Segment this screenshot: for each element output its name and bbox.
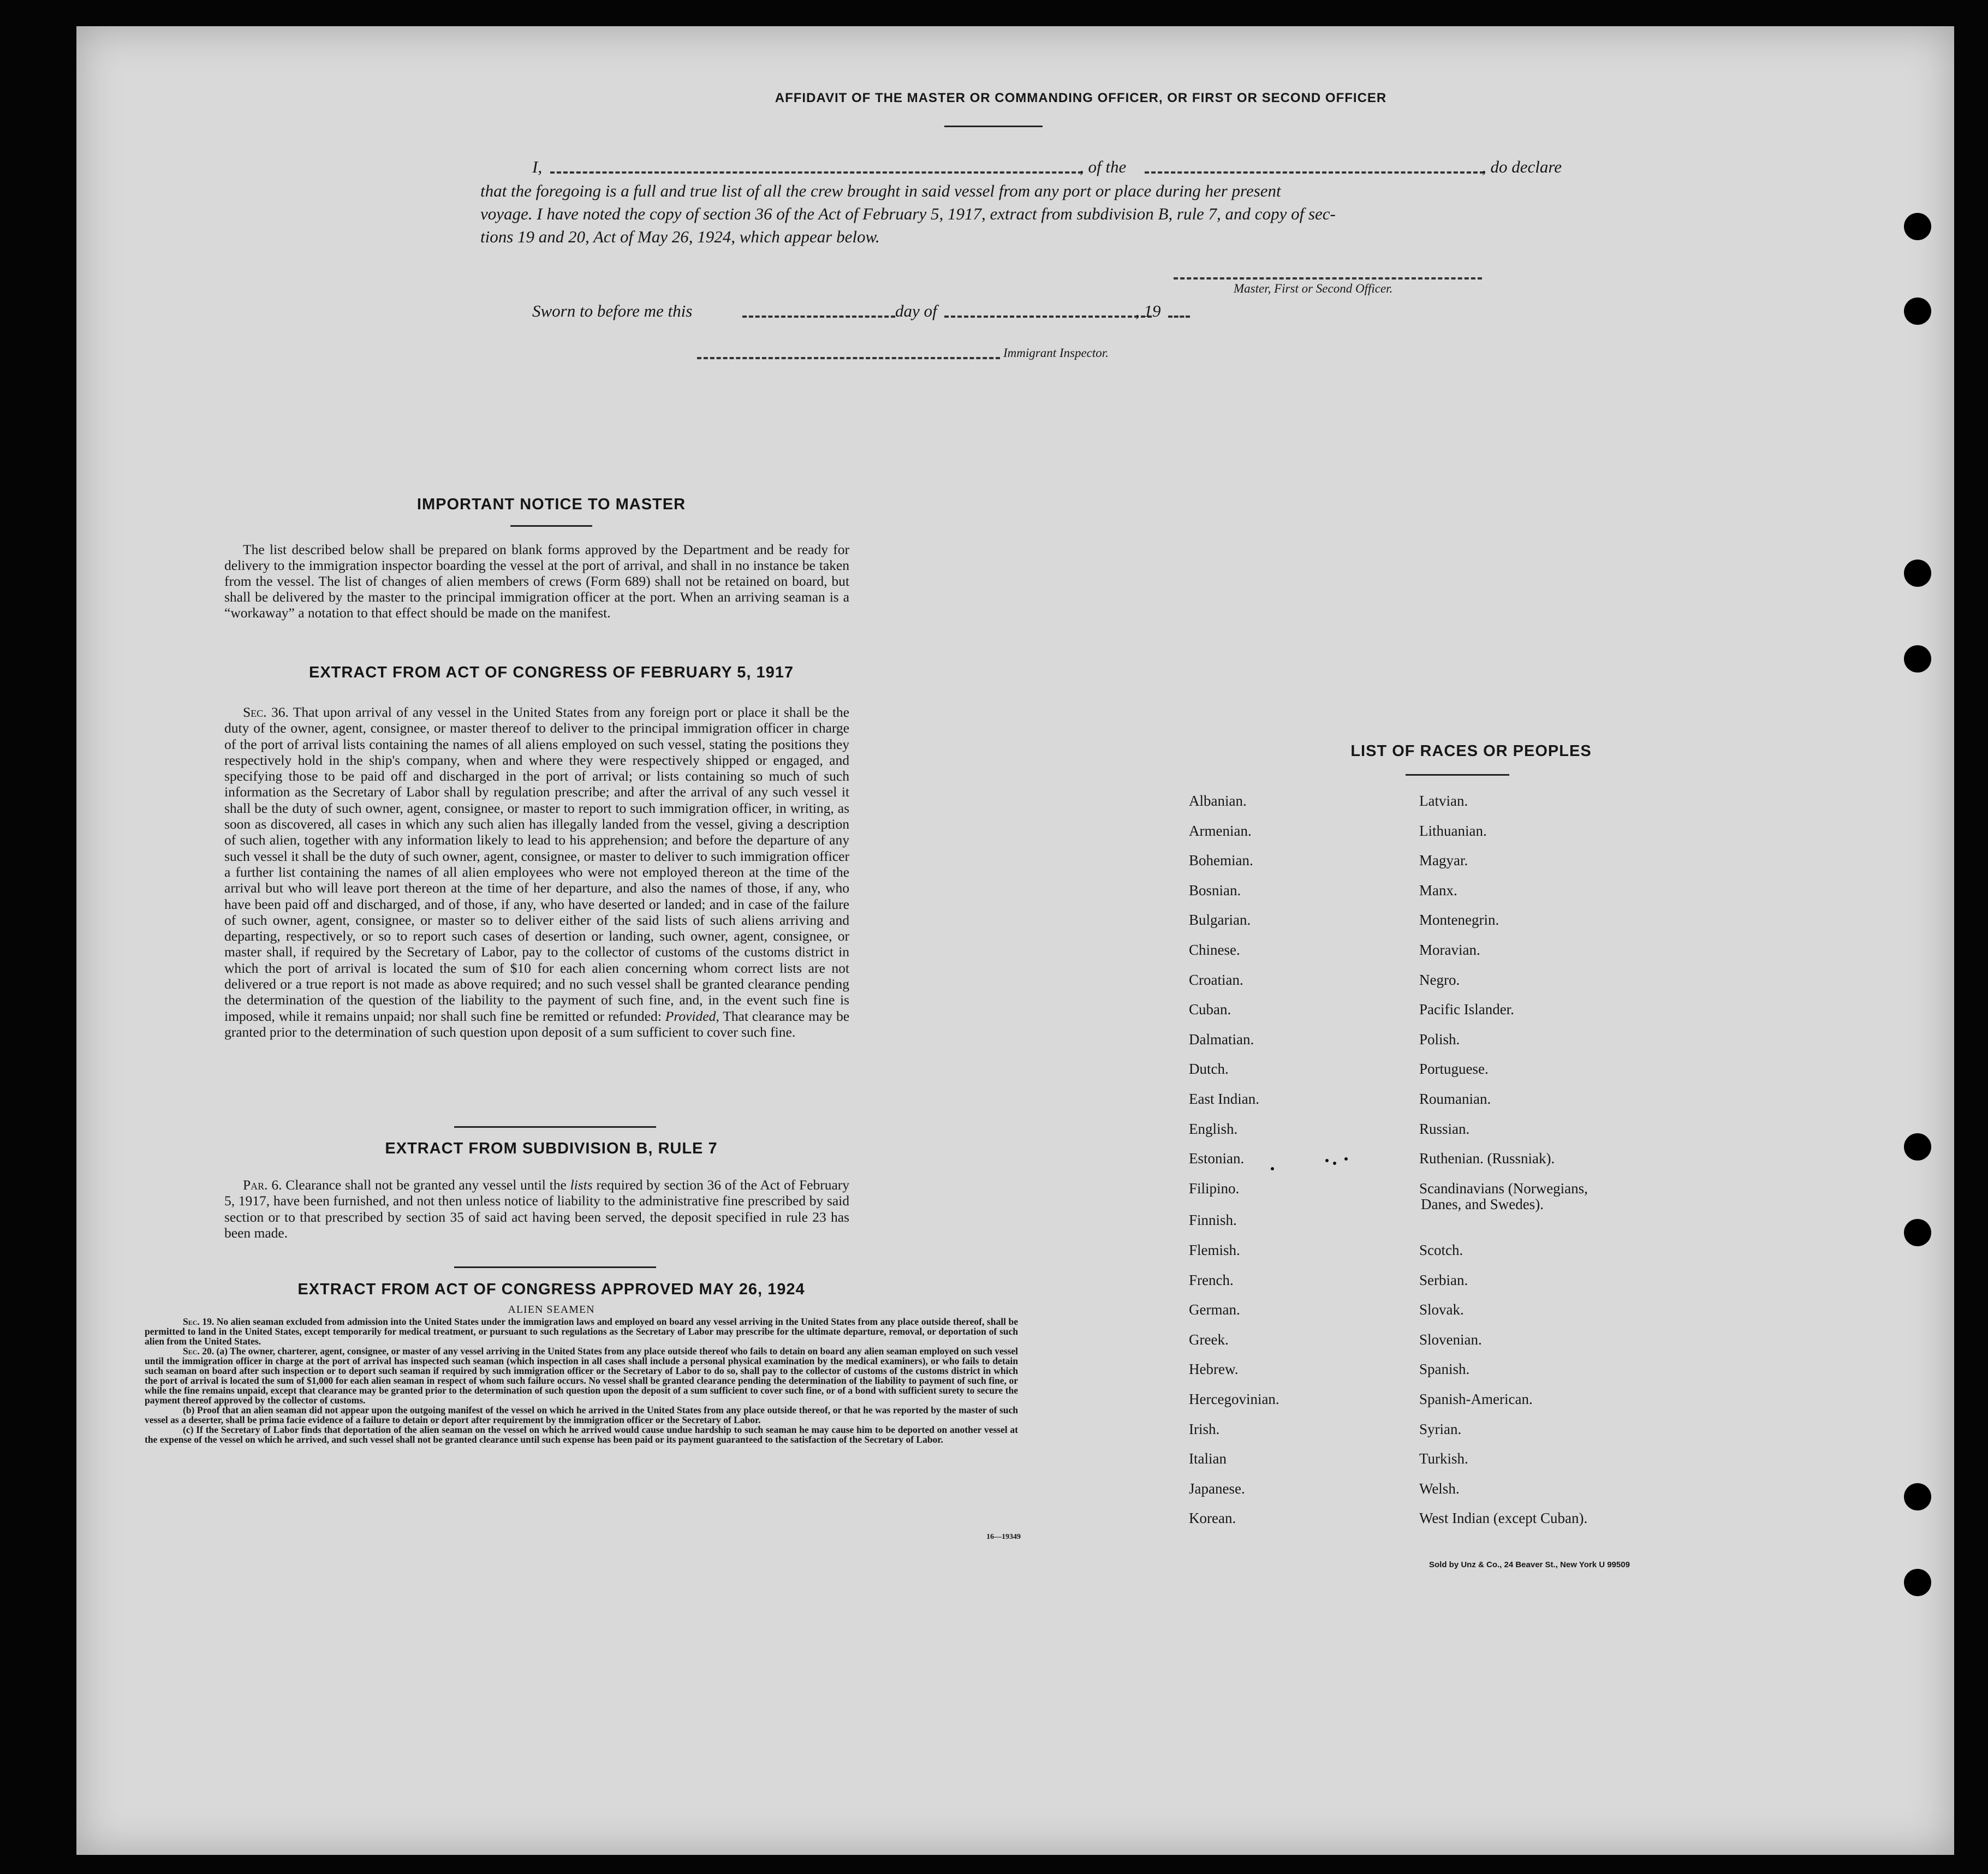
extract-1924-title: EXTRACT FROM ACT OF CONGRESS APPROVED MAY 26, 1924 bbox=[297, 1281, 805, 1298]
race-item: Filipino. bbox=[1189, 1180, 1240, 1197]
race-item: Negro. bbox=[1419, 971, 1460, 988]
signature-blank bbox=[1174, 277, 1482, 279]
race-item: Serbian. bbox=[1419, 1271, 1468, 1288]
race-item: Irish. bbox=[1189, 1420, 1220, 1437]
race-item: Turkish. bbox=[1419, 1450, 1468, 1467]
sworn-day-blank bbox=[742, 316, 895, 318]
sworn-year-blank bbox=[1168, 316, 1190, 318]
sec-20a-text: (a) The owner, charterer, agent, consignee, or master of any vessel arriving in the United States from any place outside thereof who fails to detain on board any alien seaman employed on such vessel until the immigration officer in charge at the port of arrival has inspected such seaman (which inspection in all cases shall include a personal physical examination by the medical examiners), or who fails to detain such seaman on board after such inspection or to deport such seaman if required by such immigration officer or the Secretary of Labor to do so, shall pay to the collector of customs of the customs district in which the port of arrival is located the sum of $1,000 for each alien seaman in respect of whom such failure occurs. No vessel shall be granted clearance pending the determination of the liability to payment of such fine, or while the fine remains unpaid, except that clearance may be granted prior to the determination of such question upon the deposit of a sum sufficient to cover such fine, or of a bond with sufficient surety to secure the payment thereof approved by the collector of customs. bbox=[145, 1346, 1019, 1406]
race-item: Roumanian. bbox=[1419, 1091, 1491, 1107]
affidavit-of-the: , of the bbox=[1080, 157, 1127, 176]
race-item: Scotch. bbox=[1419, 1242, 1463, 1258]
race-item: Korean. bbox=[1189, 1510, 1236, 1527]
race-item: Japanese. bbox=[1189, 1480, 1245, 1497]
race-item: West Indian (except Cuban). bbox=[1419, 1510, 1588, 1527]
rule7-text-b: required by section 36 of the Act of February 5, 1917, have been furnished, and not then unless notice of liability to the administrative fine prescribed by said section or to that prescribed by section 35 of said act having been served, the deposit specified in rule 23 has been made. bbox=[224, 1177, 850, 1241]
rule7-text-a: Clearance shall not be granted any vessel until the bbox=[285, 1177, 567, 1193]
printer-line: Sold by Unz & Co., 24 Beaver St., New York U 99509 bbox=[1429, 1560, 1630, 1569]
race-item: Spanish. bbox=[1419, 1361, 1470, 1378]
lists-word: lists bbox=[570, 1177, 593, 1193]
extract-1924-body bbox=[145, 1317, 1018, 1444]
race-item: Armenian. bbox=[1189, 822, 1252, 839]
affidavit-line-3: voyage. I have noted the copy of section 36 of the Act of February 5, 1917, extract from subdivision B, rule 7, and copy of sec- bbox=[480, 204, 1336, 223]
sec-36-text-end: That clearance may be granted prior to the determination of such question upon deposit of a sum sufficient to cover such fine. bbox=[224, 1008, 850, 1040]
race-item: Manx. bbox=[1419, 882, 1457, 899]
binder-hole bbox=[1904, 298, 1931, 325]
race-item: Bosnian. bbox=[1189, 882, 1241, 899]
provided-word: Provided, bbox=[665, 1008, 719, 1024]
divider-2 bbox=[454, 1266, 656, 1268]
sec-19-label: Sec. 19. bbox=[183, 1316, 215, 1327]
affidavit-title: AFFIDAVIT OF THE MASTER OR COMMANDING OFFICER, OR FIRST OR SECOND OFFICER bbox=[775, 91, 1387, 105]
ink-speck bbox=[1333, 1162, 1336, 1165]
race-item: Albanian. bbox=[1189, 793, 1247, 809]
races-title: LIST OF RACES OR PEOPLES bbox=[1350, 742, 1592, 760]
race-item: Scandinavians (Norwegians, bbox=[1419, 1180, 1588, 1197]
race-item: German. bbox=[1189, 1301, 1240, 1318]
race-item: Dalmatian. bbox=[1189, 1031, 1254, 1048]
title-underline bbox=[944, 126, 1043, 127]
par-6-label: Par. 6. bbox=[243, 1177, 282, 1193]
vessel-blank bbox=[1145, 171, 1484, 174]
race-item: Hercegovinian. bbox=[1189, 1391, 1279, 1407]
divider-1 bbox=[454, 1126, 656, 1128]
sec-20a-paragraph bbox=[145, 1346, 1018, 1405]
sec-36-text: That upon arrival of any vessel in the United States from any foreign port or place it shall be the duty of the owner, agent, consignee, or master thereof to deliver to the principal immigration officer in charge of the port of arrival lists containing the names of all aliens employed on such vessel, stating the positions they respectively hold in the ship's company, when and where they were respectively shipped or engaged, and specifying those to be paid off and discharged in the port of arrival; or lists containing so much of such information as the Secretary of Labor shall by regulation prescribe; and after the arrival of any such vessel it shall be the duty of such owner, agent, consignee, or master to report to such immigration officer, in writing, as soon as discovered, all cases in which any such alien has illegally landed from the vessel, giving a description of such alien, together with any information likely to lead to his apprehension; and before the departure of any such vessel it shall be the duty of such owner, agent, consignee, or master to deliver to such immigration officer a further list containing the names of all alien employees who were not employed thereon at the time of the arrival but who will leave port thereon at the time of her departure, and also the names of those, if any, who have been paid off and discharged, and of those, if any, who have deserted or landed; and in case of the failure of such owner, agent, consignee, or master so to deliver either of the said lists of such aliens arriving and departing, respectively, or so to report such cases of desertion or landing, such owner, agent, consignee, or master shall, if required by the Secretary of Labor, pay to the collector of customs of the customs district in which the port of arrival is located the sum of $10 for each alien concerning whom correct lists are not delivered or a true report is not made as above required; and no such vessel shall be granted clearance pending the determination of the question of the liability to the payment of such fine, and, in the event such fine is imposed, while it remains unpaid; nor shall such fine be remitted or refunded: bbox=[224, 704, 850, 1024]
ink-speck bbox=[1344, 1157, 1348, 1161]
race-item: Moravian. bbox=[1419, 942, 1480, 958]
binder-hole bbox=[1904, 645, 1931, 673]
race-item: Cuban. bbox=[1189, 1001, 1231, 1018]
binder-hole bbox=[1904, 213, 1931, 240]
affidavit-do-declare: , do declare bbox=[1482, 157, 1562, 176]
race-item: Slovak. bbox=[1419, 1301, 1464, 1318]
race-item: Italian bbox=[1189, 1450, 1227, 1467]
race-item: Bulgarian. bbox=[1189, 912, 1251, 929]
race-item: Syrian. bbox=[1419, 1420, 1462, 1437]
binder-hole bbox=[1904, 1219, 1931, 1246]
extract-1917-body bbox=[224, 704, 849, 1040]
race-item: Estonian. bbox=[1189, 1150, 1245, 1167]
race-item: Chinese. bbox=[1189, 942, 1240, 958]
sec-19-text: No alien seaman excluded from admission into the United States under the immigration laws and employed on board any vessel arriving in the United States from any place outside thereof, shall be permitted to land in the United States, except temporarily for medical treatment, or pursuant to such regulations as the Secretary of Labor may prescribe for the ultimate departure, removal, or deportation of such alien from the United States. bbox=[145, 1316, 1018, 1347]
sec-20c-text: (c) If the Secretary of Labor finds that deportation of the alien seaman on the vessel on which he arrived would cause undue hardship to such seaman he may cause him to be deported on another vessel at the expense of the vessel on which he arrived, and such vessel shall not be granted clearance until such expense has been paid or its payment guaranteed to the satisfaction of the Secretary of Labor. bbox=[145, 1424, 1018, 1445]
sworn-year: , 19 bbox=[1135, 301, 1161, 320]
rule7-body bbox=[224, 1177, 849, 1241]
sworn-month-blank bbox=[944, 316, 1152, 318]
race-item: Pacific Islander. bbox=[1419, 1001, 1514, 1018]
notice-body: The list described below shall be prepared on blank forms approved by the Department and be ready for delivery to the immigration inspector boarding the vessel at the port of arrival, and shall in no instance be taken from the vessel. The list of changes of alien members of crews (Form 689) shall not be retained on board, but shall be delivered by the master to the principal immigration officer at the port. When an arriving seaman is a “workaway” a notation to that effect should be made on the manifest. bbox=[224, 542, 849, 621]
binder-hole bbox=[1904, 1483, 1931, 1510]
inspector-caption: Immigrant Inspector. bbox=[1003, 346, 1109, 360]
races-underline bbox=[1406, 774, 1509, 776]
sec-19-paragraph bbox=[145, 1317, 1018, 1346]
race-item: East Indian. bbox=[1189, 1091, 1259, 1107]
race-item: Flemish. bbox=[1189, 1242, 1240, 1258]
race-item: Portuguese. bbox=[1419, 1061, 1489, 1078]
binder-hole bbox=[1904, 1133, 1931, 1161]
race-item: Magyar. bbox=[1419, 852, 1468, 869]
sec-20-label: Sec. 20. bbox=[183, 1346, 215, 1357]
race-item: Lithuanian. bbox=[1419, 822, 1487, 839]
name-blank bbox=[550, 171, 1082, 174]
sworn-day-of: day of bbox=[895, 301, 937, 320]
race-item: English. bbox=[1189, 1120, 1238, 1137]
form-number: 16—19349 bbox=[986, 1533, 1021, 1541]
notice-underline bbox=[510, 525, 592, 527]
affidavit-i: I, bbox=[532, 157, 543, 176]
race-item: Russian. bbox=[1419, 1120, 1470, 1137]
extract-1917-title: EXTRACT FROM ACT OF CONGRESS OF FEBRUARY 5, 1917 bbox=[308, 664, 794, 681]
race-item: Montenegrin. bbox=[1419, 912, 1499, 929]
sec-20b-text: (b) Proof that an alien seaman did not appear upon the outgoing manifest of the vessel on which he arrived in the United States from any place outside thereof, or that he was reported by the master of such vessel as a deserter, shall be prima facie evidence of a failure to detain or deport after requirement by the immigration officer or the Secretary of Labor. bbox=[145, 1405, 1018, 1425]
race-item: Polish. bbox=[1419, 1031, 1460, 1048]
race-item: Spanish-American. bbox=[1419, 1391, 1533, 1407]
document-page bbox=[76, 26, 1954, 1855]
sec-36-label: Sec. 36. bbox=[243, 704, 289, 720]
inspector-blank bbox=[697, 357, 1000, 359]
ink-speck bbox=[1271, 1167, 1274, 1170]
race-item: Welsh. bbox=[1419, 1480, 1460, 1497]
affidavit-line-4: tions 19 and 20, Act of May 26, 1924, which appear below. bbox=[480, 227, 880, 246]
rule7-title: EXTRACT FROM SUBDIVISION B, RULE 7 bbox=[385, 1140, 718, 1157]
race-item: Dutch. bbox=[1189, 1061, 1229, 1078]
race-item: Croatian. bbox=[1189, 971, 1243, 988]
race-item: French. bbox=[1189, 1271, 1234, 1288]
race-item: Greek. bbox=[1189, 1331, 1229, 1348]
race-item: Slovenian. bbox=[1419, 1331, 1482, 1348]
binder-hole bbox=[1904, 560, 1931, 587]
race-item: Hebrew. bbox=[1189, 1361, 1239, 1378]
notice-title: IMPORTANT NOTICE TO MASTER bbox=[416, 496, 686, 513]
race-item: Bohemian. bbox=[1189, 852, 1253, 869]
affidavit-line-2: that the foregoing is a full and true list of all the crew brought in said vessel from any port or place during her present bbox=[480, 181, 1281, 200]
race-item: Latvian. bbox=[1419, 793, 1468, 809]
binder-hole bbox=[1904, 1569, 1931, 1596]
signature-caption: Master, First or Second Officer. bbox=[1234, 282, 1393, 295]
race-item: Danes, and Swedes). bbox=[1421, 1195, 1544, 1212]
race-item: Ruthenian. (Russniak). bbox=[1419, 1150, 1555, 1167]
race-item: Finnish. bbox=[1189, 1212, 1237, 1229]
extract-1924-subtitle: ALIEN SEAMEN bbox=[508, 1304, 595, 1316]
sworn-prefix: Sworn to before me this bbox=[532, 301, 693, 320]
ink-speck bbox=[1325, 1159, 1329, 1162]
